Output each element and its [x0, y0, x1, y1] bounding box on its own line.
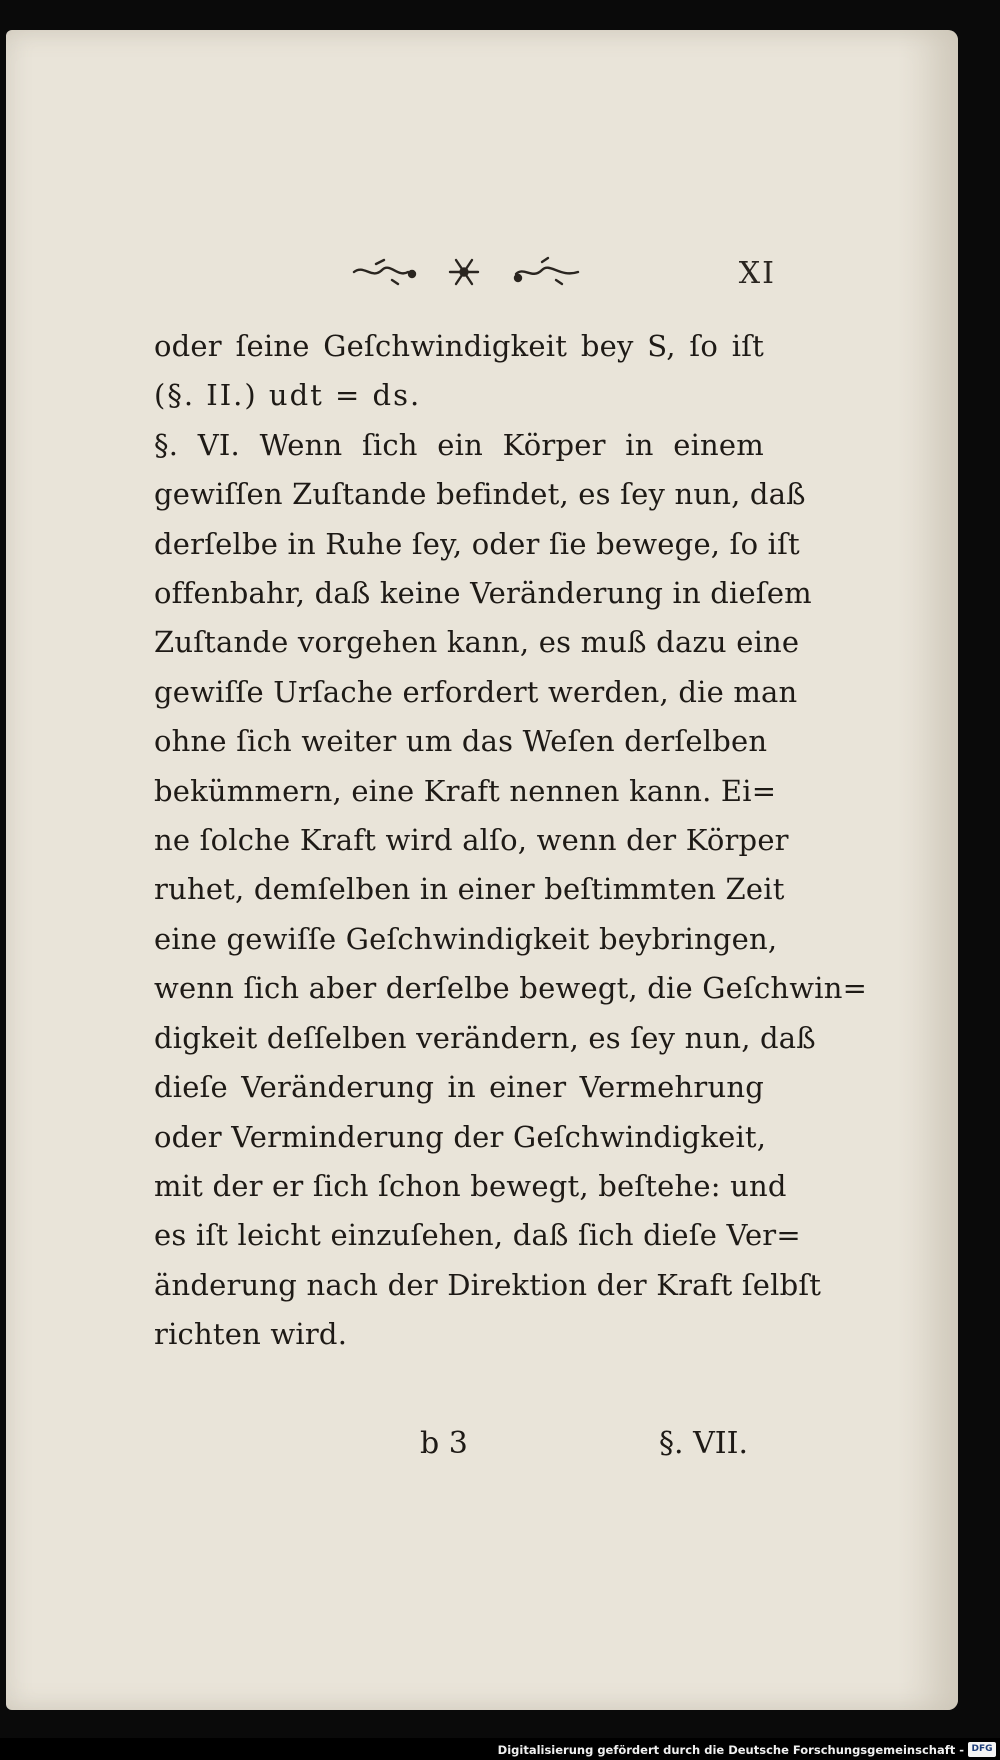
- text-line: Zuſtande vorgehen kann, es muß dazu eine: [154, 625, 800, 660]
- text-line: dieſe Veränderung in einer Vermehrung: [154, 1070, 764, 1105]
- signature-mark: b 3: [420, 1426, 468, 1461]
- page-header: [146, 252, 776, 292]
- credit-text: Digitalisierung gefördert durch die Deutsche Forschungsgemeinschaft -: [497, 1743, 964, 1757]
- catchword: §. VII.: [659, 1426, 748, 1461]
- page-number: XI: [738, 256, 776, 291]
- text-line: eine gewiſſe Geſchwindigkeit beybringen,: [154, 921, 778, 956]
- text-line: ruhet, demſelben in einer beſtimmten Zeit: [154, 872, 785, 907]
- fleuron-ornament-icon: [346, 252, 586, 292]
- text-line: §. VI. Wenn ſich ein Körper in einem: [154, 427, 764, 462]
- text-line-last: richten wird.: [154, 1317, 348, 1352]
- text-line: derſelbe in Ruhe ſey, oder ſie bewege, ſo iſt: [154, 526, 800, 561]
- text-line: ohne ſich weiter um das Weſen derſelben: [154, 724, 768, 759]
- text-line: oder Verminderung der Geſchwindigkeit,: [154, 1119, 767, 1154]
- page-edge-shadow: [898, 30, 958, 1710]
- text-line: gewiſſen Zuſtande befindet, es ſey nun, daß: [154, 477, 806, 512]
- text-line: digkeit deſſelben verändern, es ſey nun, daß: [154, 1020, 816, 1055]
- text-line: gewiſſe Urſache erfordert werden, die man: [154, 674, 798, 709]
- body-text: [154, 322, 868, 1360]
- text-line: bekümmern, eine Kraft nennen kann. Ei=: [154, 773, 777, 808]
- text-line-formula: (§. II.) udt = ds.: [154, 378, 422, 413]
- text-line: wenn ſich aber derſelbe bewegt, die Geſchwin=: [154, 971, 868, 1006]
- book-page: [6, 30, 958, 1710]
- credit-bar: [0, 1738, 1000, 1760]
- text-line: es iſt leicht einzuſehen, daß ſich dieſe Ver=: [154, 1218, 801, 1253]
- text-line: oder ſeine Geſchwindigkeit bey S, ſo iſt: [154, 329, 764, 363]
- text-line: änderung nach der Direktion der Kraft ſelbſt: [154, 1267, 822, 1302]
- text-line: ne ſolche Kraft wird alſo, wenn der Körper: [154, 823, 789, 858]
- text-line: mit der er ſich ſchon bewegt, beſtehe: und: [154, 1168, 787, 1203]
- text-line: offenbahr, daß keine Veränderung in dieſem: [154, 576, 812, 611]
- dfg-logo-icon: DFG: [968, 1742, 996, 1757]
- page-footer: [146, 1426, 756, 1466]
